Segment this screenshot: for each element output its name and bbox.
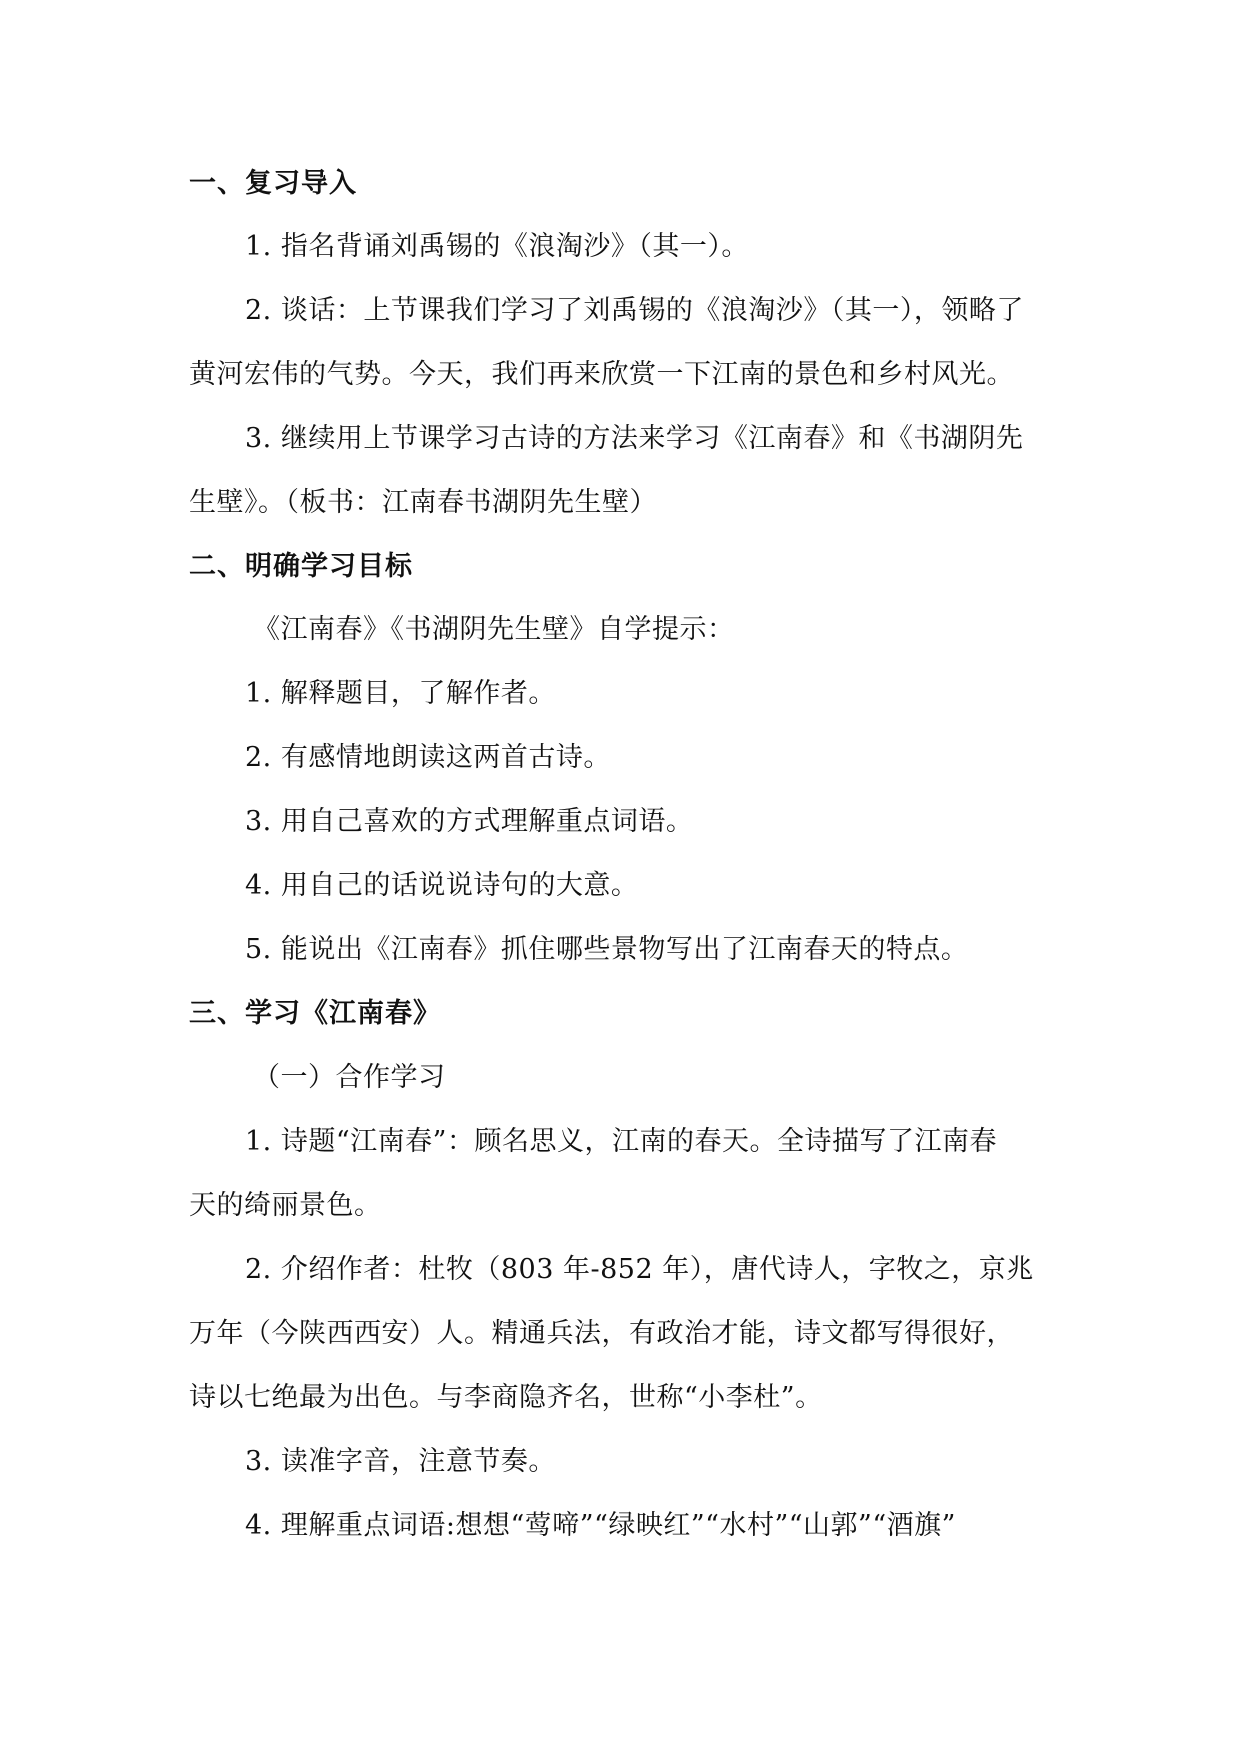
list-item: 5. 能说出《江南春》抓住哪些景物写出了江南春天的特点。 xyxy=(245,934,969,965)
paragraph-line: 3. 读准字音，注意节奏。 xyxy=(245,1446,556,1477)
paragraph-line: 4. 理解重点词语:想想“莺啼”“绿映红”“水村”“山郭”“酒旗” xyxy=(245,1510,956,1541)
paragraph-line: 2. 介绍作者：杜牧（803 年-852 年），唐代诗人，字牧之，京兆 xyxy=(245,1254,1034,1285)
paragraph-line: 生壁》。（板书：江南春书湖阴先生壁） xyxy=(189,487,657,518)
list-item: 4. 用自己的话说说诗句的大意。 xyxy=(245,870,639,901)
paragraph-line: 《江南春》《书湖阴先生壁》自学提示： xyxy=(253,614,735,645)
section-heading-review: 一、复习导入 xyxy=(189,168,357,199)
list-item: 3. 用自己喜欢的方式理解重点词语。 xyxy=(245,806,694,837)
paragraph-line: 诗以七绝最为出色。与李商隐齐名，世称“小李杜”。 xyxy=(189,1382,823,1413)
subheading: （一）合作学习 xyxy=(253,1062,446,1093)
paragraph-line: 万年（今陕西西安）人。精通兵法，有政治才能，诗文都写得很好， xyxy=(189,1318,1014,1349)
list-item: 2. 有感情地朗读这两首古诗。 xyxy=(245,742,611,773)
paragraph-line: 2. 谈话：上节课我们学习了刘禹锡的《浪淘沙》（其一），领略了 xyxy=(245,295,1024,326)
paragraph-line: 天的绮丽景色。 xyxy=(189,1190,382,1221)
section-heading-study: 三、学习《江南春》 xyxy=(189,998,441,1029)
list-item: 1. 解释题目，了解作者。 xyxy=(245,678,556,709)
section-heading-goals: 二、明确学习目标 xyxy=(189,551,413,582)
paragraph-line: 1. 诗题“江南春”：顾名思义，江南的春天。全诗描写了江南春 xyxy=(245,1126,997,1157)
paragraph-line: 3. 继续用上节课学习古诗的方法来学习《江南春》和《书湖阴先 xyxy=(245,423,1024,454)
paragraph-line: 黄河宏伟的气势。今天，我们再来欣赏一下江南的景色和乡村风光。 xyxy=(189,359,1014,390)
paragraph-line: 1. 指名背诵刘禹锡的《浪淘沙》（其一）。 xyxy=(245,231,749,262)
